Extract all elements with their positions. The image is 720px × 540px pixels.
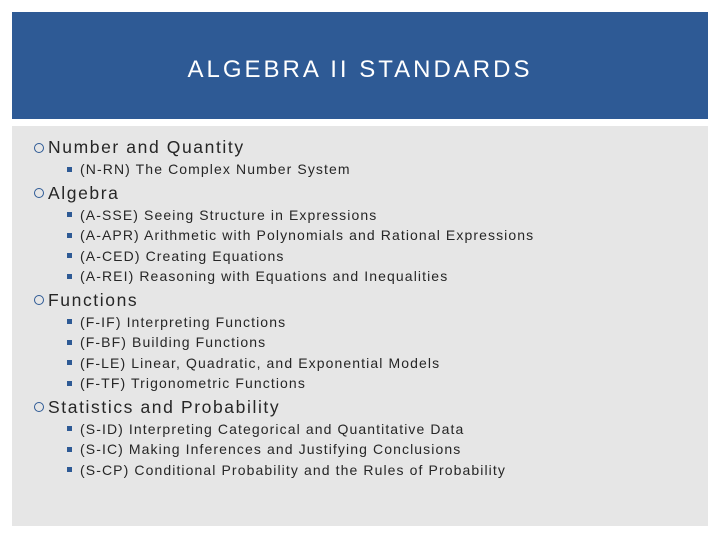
list-item: (F-TF) Trigonometric Functions [34,373,694,394]
list-item: (N-RN) The Complex Number System [34,159,694,180]
square-bullet-icon [67,360,72,365]
square-bullet-icon [67,233,72,238]
circle-bullet-icon [34,295,44,305]
section-heading-text: Number and Quantity [48,137,245,157]
section-functions [34,289,694,394]
square-bullet-icon [67,381,72,386]
list-item: (F-IF) Interpreting Functions [34,312,694,333]
circle-bullet-icon [34,143,44,153]
list-item: (A-APR) Arithmetic with Polynomials and Rational Expressions [34,225,694,246]
square-bullet-icon [67,426,72,431]
square-bullet-icon [67,167,72,172]
list-item: (A-SSE) Seeing Structure in Expressions [34,205,694,226]
list-item: (A-REI) Reasoning with Equations and Inequalities [34,266,694,287]
section-heading [34,182,694,205]
list-item: (S-IC) Making Inferences and Justifying Conclusions [34,439,694,460]
section-heading [34,396,694,419]
list-item: (F-BF) Building Functions [34,332,694,353]
section-statistics-and-probability [34,396,694,481]
standards-list [34,136,694,482]
list-item: (S-ID) Interpreting Categorical and Quantitative Data [34,419,694,440]
section-heading-text: Algebra [48,182,120,203]
square-bullet-icon [67,319,72,324]
section-heading [34,289,694,312]
section-number-and-quantity [34,136,694,180]
circle-bullet-icon [34,402,44,412]
section-heading [34,136,694,159]
section-heading-text: Statistics and Probability [48,396,281,417]
section-heading-text: Functions [48,289,139,310]
square-bullet-icon [67,467,72,472]
title-bar [12,12,708,119]
list-item: (A-CED) Creating Equations [34,246,694,267]
list-item: (S-CP) Conditional Probability and the Rules of Probability [34,460,694,481]
list-item: (F-LE) Linear, Quadratic, and Exponential Models [34,353,694,374]
square-bullet-icon [67,340,72,345]
circle-bullet-icon [34,188,44,198]
slide-title: ALGEBRA II STANDARDS [187,56,533,83]
square-bullet-icon [67,274,72,279]
square-bullet-icon [67,253,72,258]
square-bullet-icon [67,447,72,452]
square-bullet-icon [67,212,72,217]
section-algebra [34,182,694,287]
